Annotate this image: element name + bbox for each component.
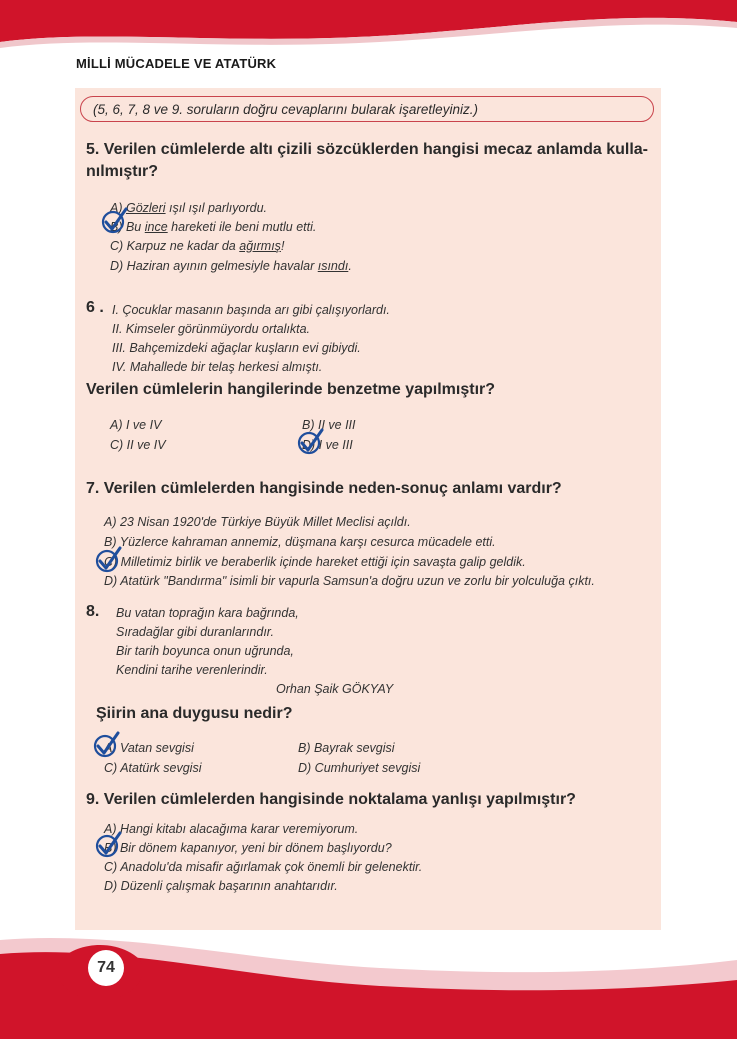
q7-option-b[interactable]: B) Yüzlerce kahraman annemiz, düşmana karşı cesurca mücadele etti.: [104, 535, 496, 549]
q8-option-c[interactable]: C) Atatürk sevgisi: [104, 761, 202, 775]
page-number: 74: [88, 950, 124, 986]
q7-option-d[interactable]: D) Atatürk "Bandırma" isimli bir vapurla Samsun'a doğru uzun ve zorlu bir yolculuğa çıktı.: [104, 574, 595, 588]
q8-poem-line-2: Sıradağlar gibi duranlarındır.: [116, 625, 274, 639]
q8-option-d[interactable]: D) Cumhuriyet sevgisi: [298, 761, 421, 775]
check-mark-icon: [296, 428, 324, 456]
q6-option-c[interactable]: C) II ve IV: [110, 438, 166, 452]
q5-stem-line1: 5. Verilen cümlelerde altı çizili sözcüklerden hangisi mecaz anlamda kulla-: [86, 141, 648, 158]
q7-option-c[interactable]: C) Milletimiz birlik ve beraberlik içinde hareket ettiği için savaşta galip geldik.: [104, 555, 526, 569]
q5-option-a[interactable]: A) Gözleri ışıl ışıl parlıyordu.: [110, 201, 268, 215]
check-mark-icon: [100, 207, 128, 235]
q6-statement-2: II. Kimseler görünmüyordu ortalıkta.: [112, 322, 310, 336]
chapter-title: MİLLİ MÜCADELE VE ATATÜRK: [76, 56, 277, 71]
q5-option-d[interactable]: D) Haziran ayının gelmesiyle havalar ısındı.: [110, 259, 352, 273]
q5-option-b[interactable]: B) Bu ince hareketi ile beni mutlu etti.: [110, 220, 317, 234]
q6-stem: Verilen cümlelerin hangilerinde benzetme yapılmıştır?: [86, 381, 496, 398]
check-mark-icon: [94, 546, 122, 574]
q9-option-a[interactable]: A) Hangi kitabı alacağıma karar veremiyorum.: [104, 822, 359, 836]
q8-poem-line-1: Bu vatan toprağın kara bağrında,: [116, 606, 299, 620]
q8-number: 8.: [86, 603, 100, 620]
q7-stem: 7. Verilen cümlelerden hangisinde neden-sonuç anlamı vardır?: [86, 480, 562, 497]
q8-poem-line-4: Kendini tarihe verenlerindir.: [116, 663, 268, 677]
check-mark-icon: [92, 731, 120, 759]
q6-number: 6 .: [86, 299, 104, 316]
top-decorative-wave: [0, 0, 737, 60]
q6-option-d[interactable]: D) I ve III: [302, 438, 353, 452]
q9-option-d[interactable]: D) Düzenli çalışmak başarının anahtarıdır.: [104, 879, 338, 893]
q5-stem-line2: nılmıştır?: [86, 163, 159, 180]
q6-option-b[interactable]: B) II ve III: [302, 418, 356, 432]
q8-stem: Şiirin ana duygusu nedir?: [96, 705, 293, 722]
q6-option-a[interactable]: A) I ve IV: [110, 418, 162, 432]
q9-stem: 9. Verilen cümlelerden hangisinde noktalama yanlışı yapılmıştır?: [86, 791, 576, 808]
q8-poem-line-3: Bir tarih boyunca onun uğrunda,: [116, 644, 294, 658]
q8-option-a[interactable]: A) Vatan sevgisi: [104, 741, 194, 755]
q9-option-c[interactable]: C) Anadolu'da misafir ağırlamak çok önemli bir gelenektir.: [104, 860, 423, 874]
check-mark-icon: [94, 831, 122, 859]
q5-option-c[interactable]: C) Karpuz ne kadar da ağırmış!: [110, 239, 285, 253]
q6-statement-3: III. Bahçemizdeki ağaçlar kuşların evi gibiydi.: [112, 341, 361, 355]
instruction-banner: (5, 6, 7, 8 ve 9. soruların doğru cevaplarını bularak işaretleyiniz.): [80, 96, 654, 122]
q6-statement-4: IV. Mahallede bir telaş herkesi almıştı.: [112, 360, 323, 374]
q7-option-a[interactable]: A) 23 Nisan 1920'de Türkiye Büyük Millet Meclisi açıldı.: [104, 515, 411, 529]
q6-statement-1: I. Çocuklar masanın başında arı gibi çalışıyorlardı.: [112, 303, 390, 317]
q8-option-b[interactable]: B) Bayrak sevgisi: [298, 741, 395, 755]
q9-option-b[interactable]: B) Bir dönem kapanıyor, yeni bir dönem başlıyordu?: [104, 841, 392, 855]
q8-author: Orhan Şaik GÖKYAY: [276, 682, 394, 696]
